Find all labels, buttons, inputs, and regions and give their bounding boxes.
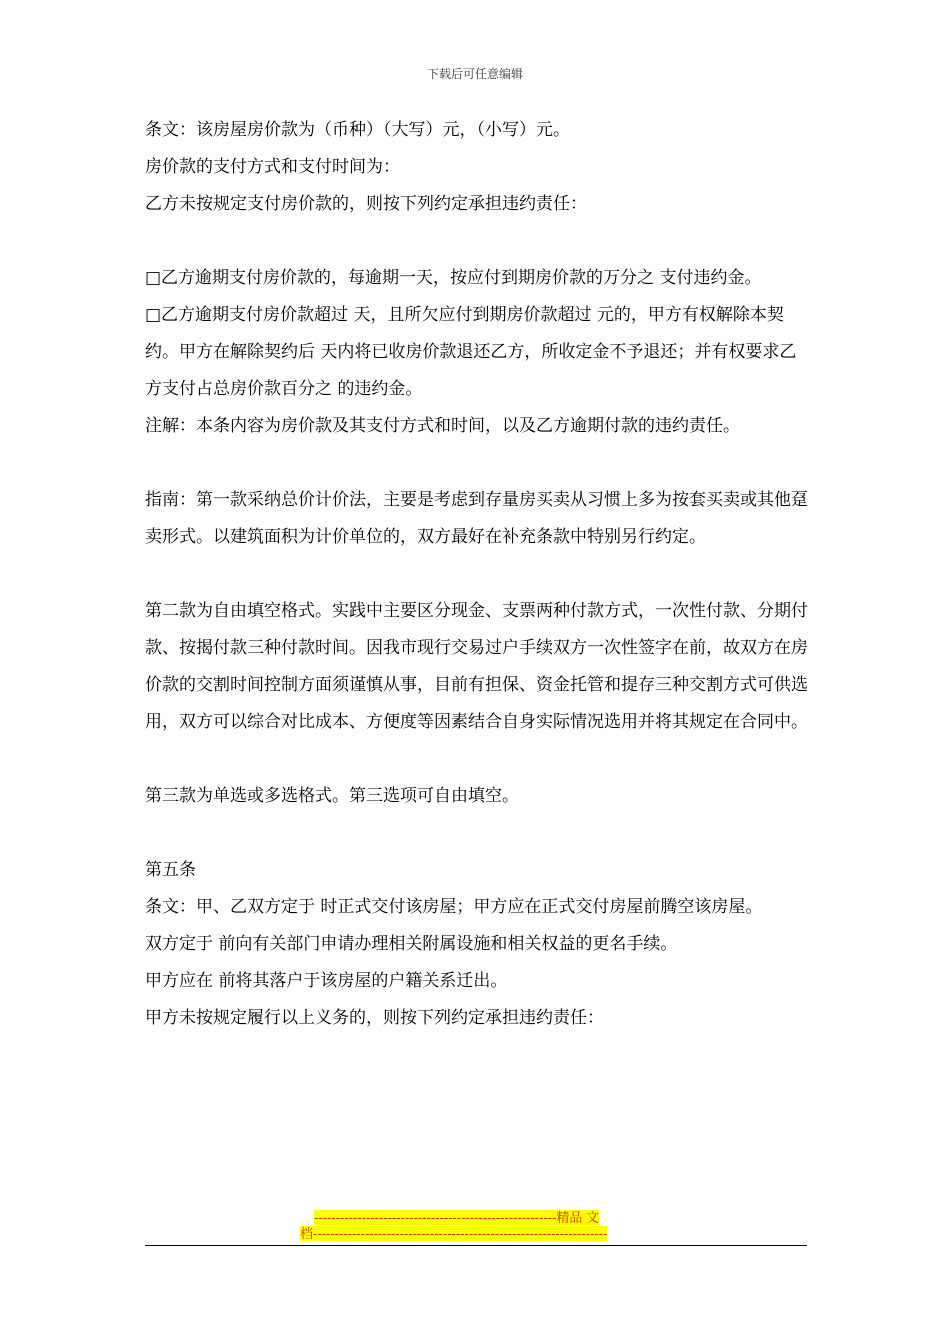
- paragraph-clause-price: 条文：该房屋房价款为（币种）（大写）元，（小写）元。: [145, 120, 570, 140]
- footer-banner: [300, 1210, 650, 1242]
- footer-divider: [145, 1245, 807, 1246]
- paragraph-household-registration: 甲方应在 前将其落户于该房屋的户籍关系迁出。: [145, 971, 508, 991]
- paragraph-delivery-clause: 条文：甲、乙双方定于 时正式交付该房屋；甲方应在正式交付房屋前腾空该房屋。: [145, 897, 763, 917]
- footer-line-2: 档--------------------------------------------------------------------: [300, 1226, 608, 1241]
- paragraph-rename-procedure: 双方定于 前向有关部门申请办理相关附属设施和相关权益的更名手续。: [145, 934, 678, 954]
- paragraph-guide-second: 第二款为自由填空格式。实践中主要区分现金、支票两种付款方式，一次性付款、分期付款、按揭付款三种付款时间。因我市现行交易过户手续双方一次性签字在前，故双方在房价款的交割时间控制方面须谨慎从事，目前有担保、资金托管和提存三种交割方式可供选用，双方可以综合对比成本、方便度等因素结合自身实际情况选用并将其规定在合同中。: [145, 601, 808, 732]
- paragraph-option-overdue: □乙方逾期支付房价款的，每逾期一天，按应付到期房价款的万分之 支付违约金。: [145, 268, 762, 288]
- spacer: [145, 445, 810, 482]
- paragraph-seller-liability: 甲方未按规定履行以上义务的，则按下列约定承担违约责任：: [145, 1008, 604, 1028]
- spacer: [145, 556, 810, 593]
- paragraph-annotation: 注解：本条内容为房价款及其支付方式和时间，以及乙方逾期付款的违约责任。: [145, 416, 740, 436]
- section-heading-article-five: 第五条: [145, 860, 196, 880]
- paragraph-payment-method: 房价款的支付方式和支付时间为：: [145, 157, 400, 177]
- paragraph-option-termination: □乙方逾期支付房价款超过 天，且所欠应付到期房价款超过 元的，甲方有权解除本契约。甲方在解除契约后 天内将已收房价款退还乙方，所收定金不予退还；并有权要求乙方支付占总房价款百分之 的违约金。: [145, 305, 797, 399]
- page-header: 下载后可任意编辑: [426, 67, 523, 81]
- footer-line-1: --------------------------------------------------------精品 文: [314, 1210, 600, 1225]
- document-body: [145, 112, 810, 1037]
- spacer: [145, 815, 810, 852]
- paragraph-guide-third: 第三款为单选或多选格式。第三选项可自由填空。: [145, 786, 519, 806]
- paragraph-guide-first: 指南：第一款采纳总价计价法，主要是考虑到存量房买卖从习惯上多为按套买卖或其他趸卖形式。以建筑面积为计价单位的，双方最好在补充条款中特别另行约定。: [145, 490, 808, 547]
- spacer: [145, 223, 810, 260]
- paragraph-buyer-liability: 乙方未按规定支付房价款的，则按下列约定承担违约责任：: [145, 194, 587, 214]
- spacer: [145, 741, 810, 778]
